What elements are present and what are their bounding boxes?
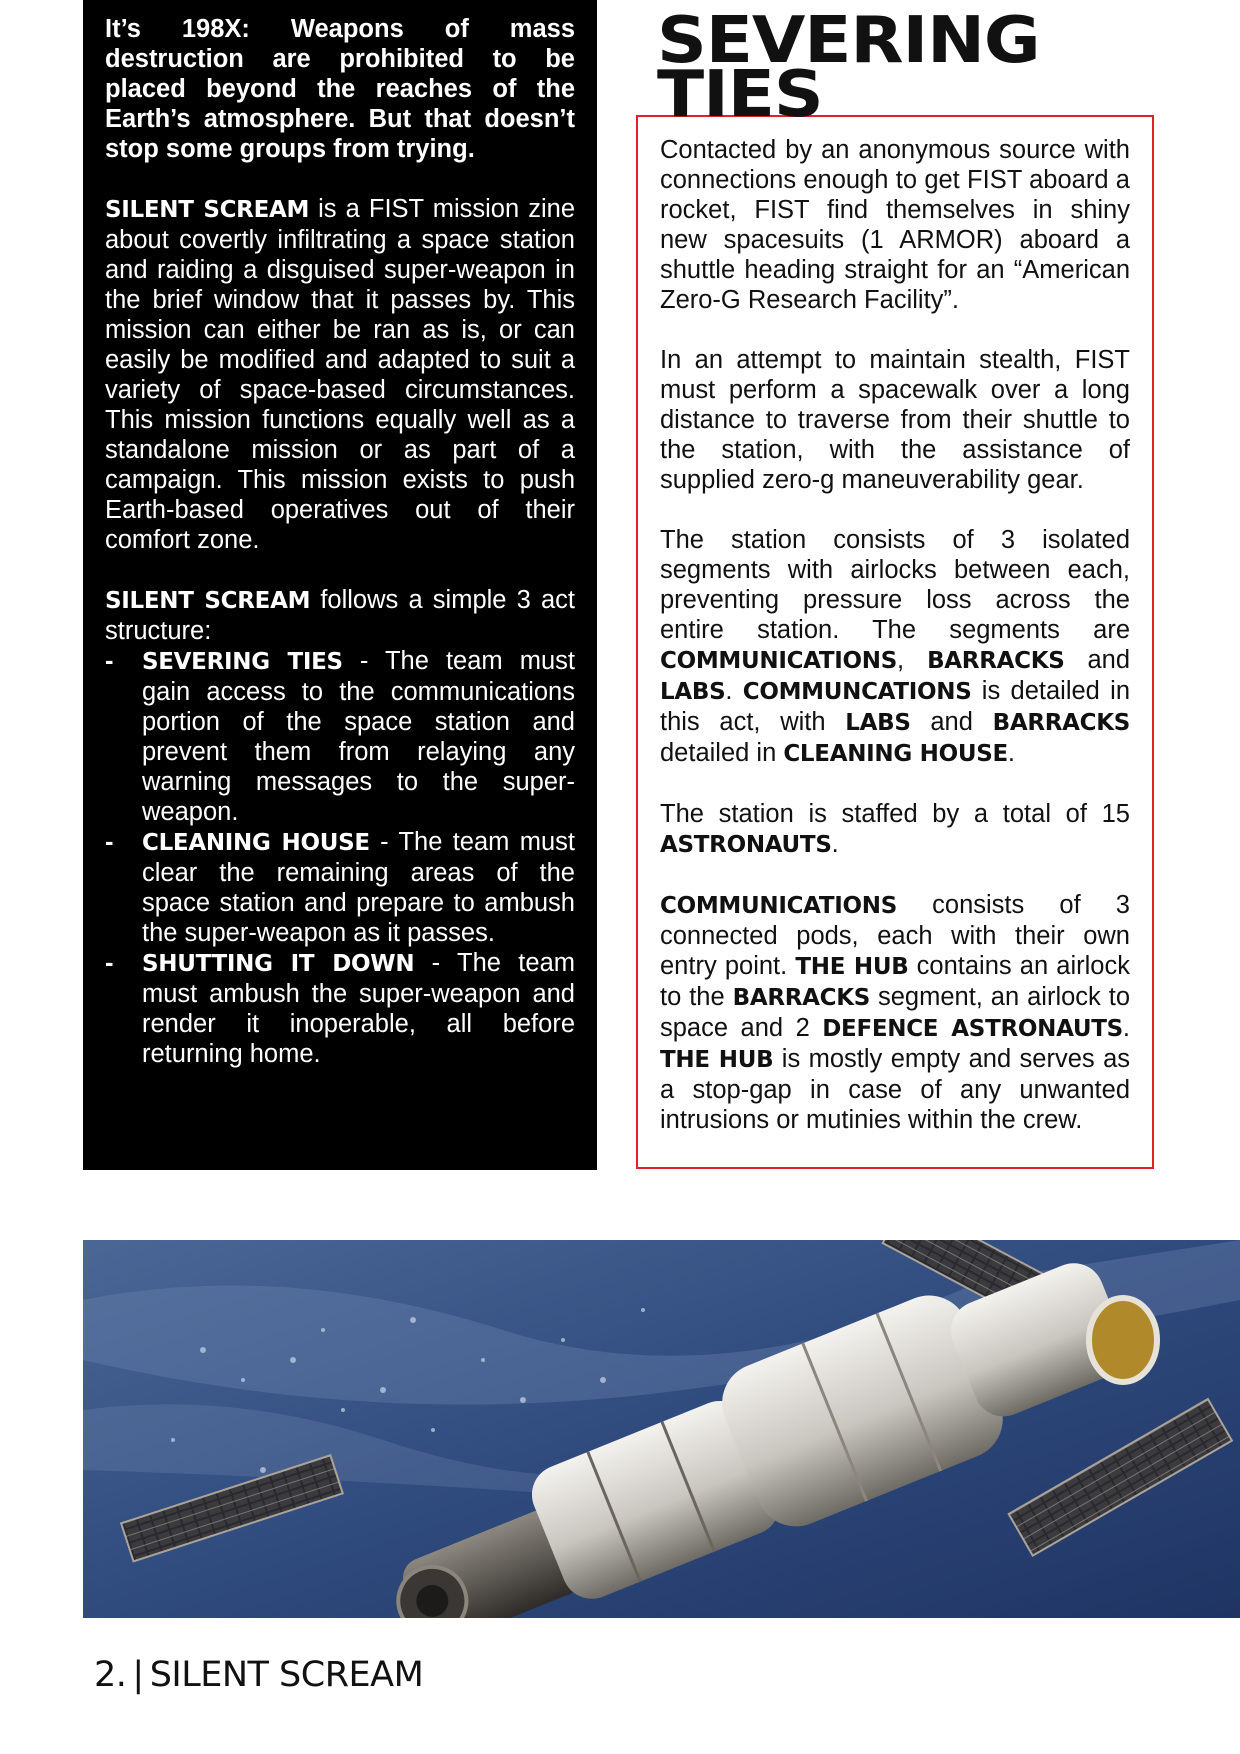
text-run: and bbox=[910, 708, 993, 736]
keyword: COMMUNICATIONS bbox=[660, 893, 897, 919]
bullet-dash: - bbox=[105, 949, 114, 977]
space-station-illustration bbox=[83, 1240, 1240, 1618]
intro-box bbox=[83, 0, 597, 1170]
act-title: SHUTTING IT DOWN bbox=[142, 951, 415, 977]
section-paragraph-2: In an attempt to maintain stealth, FIST must perform a spacewalk over a long distance to traverse from their shuttle to the station, with the assistance of supplied zero-g maneuverability gear. bbox=[660, 346, 1130, 494]
intro-lead: It’s 198X: Weapons of mass destruction are prohibited to be placed beyond the reaches of the Earth’s atmosphere. But that doesn’t stop some groups from trying. bbox=[105, 15, 575, 163]
act-list bbox=[105, 646, 575, 1069]
bullet-dash: - bbox=[105, 828, 114, 856]
text-run: . bbox=[831, 830, 839, 858]
keyword: THE HUB bbox=[795, 954, 909, 980]
act-item bbox=[105, 646, 575, 827]
section-title bbox=[657, 4, 1040, 132]
footer-separator: | bbox=[132, 1655, 144, 1695]
intro-paragraph-1-text: is a FIST mission zine about covertly infiltrating a space station and raiding a disguised super-weapon in the brief window that it passes by. This mission can either be ran as is, or can easily be modified and adapted to suit a variety of space-based circumstances. This mission functions equally well as a standalone mission or as part of a campaign. This mission exists to push Earth-based operatives out of their comfort zone. bbox=[105, 195, 575, 554]
keyword: LABS bbox=[660, 679, 726, 705]
keyword: BARRACKS bbox=[992, 710, 1131, 736]
section-paragraph-3 bbox=[660, 525, 1130, 769]
act-item bbox=[105, 827, 575, 948]
text-run: and bbox=[1064, 646, 1130, 674]
act-item bbox=[105, 948, 575, 1069]
text-run: contains an airlock to the bbox=[660, 952, 1130, 1011]
zine-title-inline: SILENT SCREAM bbox=[105, 588, 311, 614]
text-run: segment, an airlock to space and 2 bbox=[660, 983, 1131, 1042]
spacer bbox=[660, 769, 1130, 799]
keyword: DEFENCE ASTRONAUTS bbox=[822, 1016, 1123, 1042]
keyword: COMMUNCATIONS bbox=[742, 679, 972, 705]
section-paragraph-1: Contacted by an anonymous source with connections enough to get FIST aboard a rocket, FIST find themselves in shiny new spacesuits (1 ARMOR) aboard a shuttle heading straight for an “American Zero-G Research Facility”. bbox=[660, 136, 1130, 314]
text-run: is mostly empty and serves as a stop-gap in case of any unwanted intrusions or mutinies within the crew. bbox=[660, 1045, 1131, 1134]
act-description: - The team must ambush the super-weapon and render it inoperable, all before returning home. bbox=[142, 949, 575, 1068]
zine-title-inline: SILENT SCREAM bbox=[105, 197, 310, 223]
text-run: . bbox=[1122, 1014, 1130, 1042]
spacer bbox=[105, 555, 575, 585]
act-description: - The team must clear the remaining areas of the space station and prepare to ambush the super-weapon as it passes. bbox=[142, 828, 575, 947]
act-description: - The team must gain access to the communications portion of the space station and prevent them from relaying any warning messages to the super-weapon. bbox=[142, 647, 575, 826]
text-run: is detailed in this act, with bbox=[660, 677, 1130, 736]
section-box bbox=[636, 115, 1154, 1169]
spacer bbox=[660, 860, 1130, 890]
intro-paragraph-2-text: follows a simple 3 act structure: bbox=[105, 586, 575, 645]
section-title-line-1: SEVERING bbox=[657, 4, 1040, 78]
act-title: SEVERING TIES bbox=[142, 649, 343, 675]
bullet-dash: - bbox=[105, 647, 114, 675]
text-run: . bbox=[725, 677, 743, 705]
section-title-line-2: TIES bbox=[657, 58, 823, 132]
text-run: The station is staffed by a total of 15 bbox=[660, 800, 1130, 828]
text-run: The station consists of 3 isolated segments with airlocks between each, preventing pressure loss across the entire station. The segments are bbox=[660, 526, 1130, 644]
act-title: CLEANING HOUSE bbox=[142, 830, 370, 856]
section-paragraph-4 bbox=[660, 799, 1130, 860]
section-paragraph-5 bbox=[660, 890, 1130, 1135]
page-footer bbox=[94, 1655, 423, 1695]
spacer bbox=[105, 164, 575, 194]
page-number: 2. bbox=[94, 1655, 127, 1695]
keyword: LABS bbox=[845, 710, 911, 736]
intro-paragraph-2 bbox=[105, 585, 575, 646]
docking-port bbox=[1089, 1298, 1157, 1382]
keyword: THE HUB bbox=[660, 1047, 774, 1073]
footer-zine-title: SILENT SCREAM bbox=[149, 1655, 424, 1695]
keyword: BARRACKS bbox=[927, 648, 1065, 674]
spacer bbox=[660, 495, 1130, 525]
keyword: COMMUNICATIONS bbox=[660, 648, 897, 674]
keyword: ASTRONAUTS bbox=[660, 832, 832, 858]
text-run: detailed in bbox=[660, 739, 784, 767]
space-station-photo bbox=[83, 1240, 1240, 1618]
text-run: , bbox=[897, 646, 928, 674]
keyword: CLEANING HOUSE bbox=[783, 741, 1008, 767]
spacer bbox=[660, 315, 1130, 345]
text-run: . bbox=[1007, 739, 1015, 767]
intro-paragraph-1 bbox=[105, 194, 575, 555]
text-run: consists of 3 connected pods, each with their own entry point. bbox=[660, 891, 1130, 980]
keyword: BARRACKS bbox=[732, 985, 871, 1011]
